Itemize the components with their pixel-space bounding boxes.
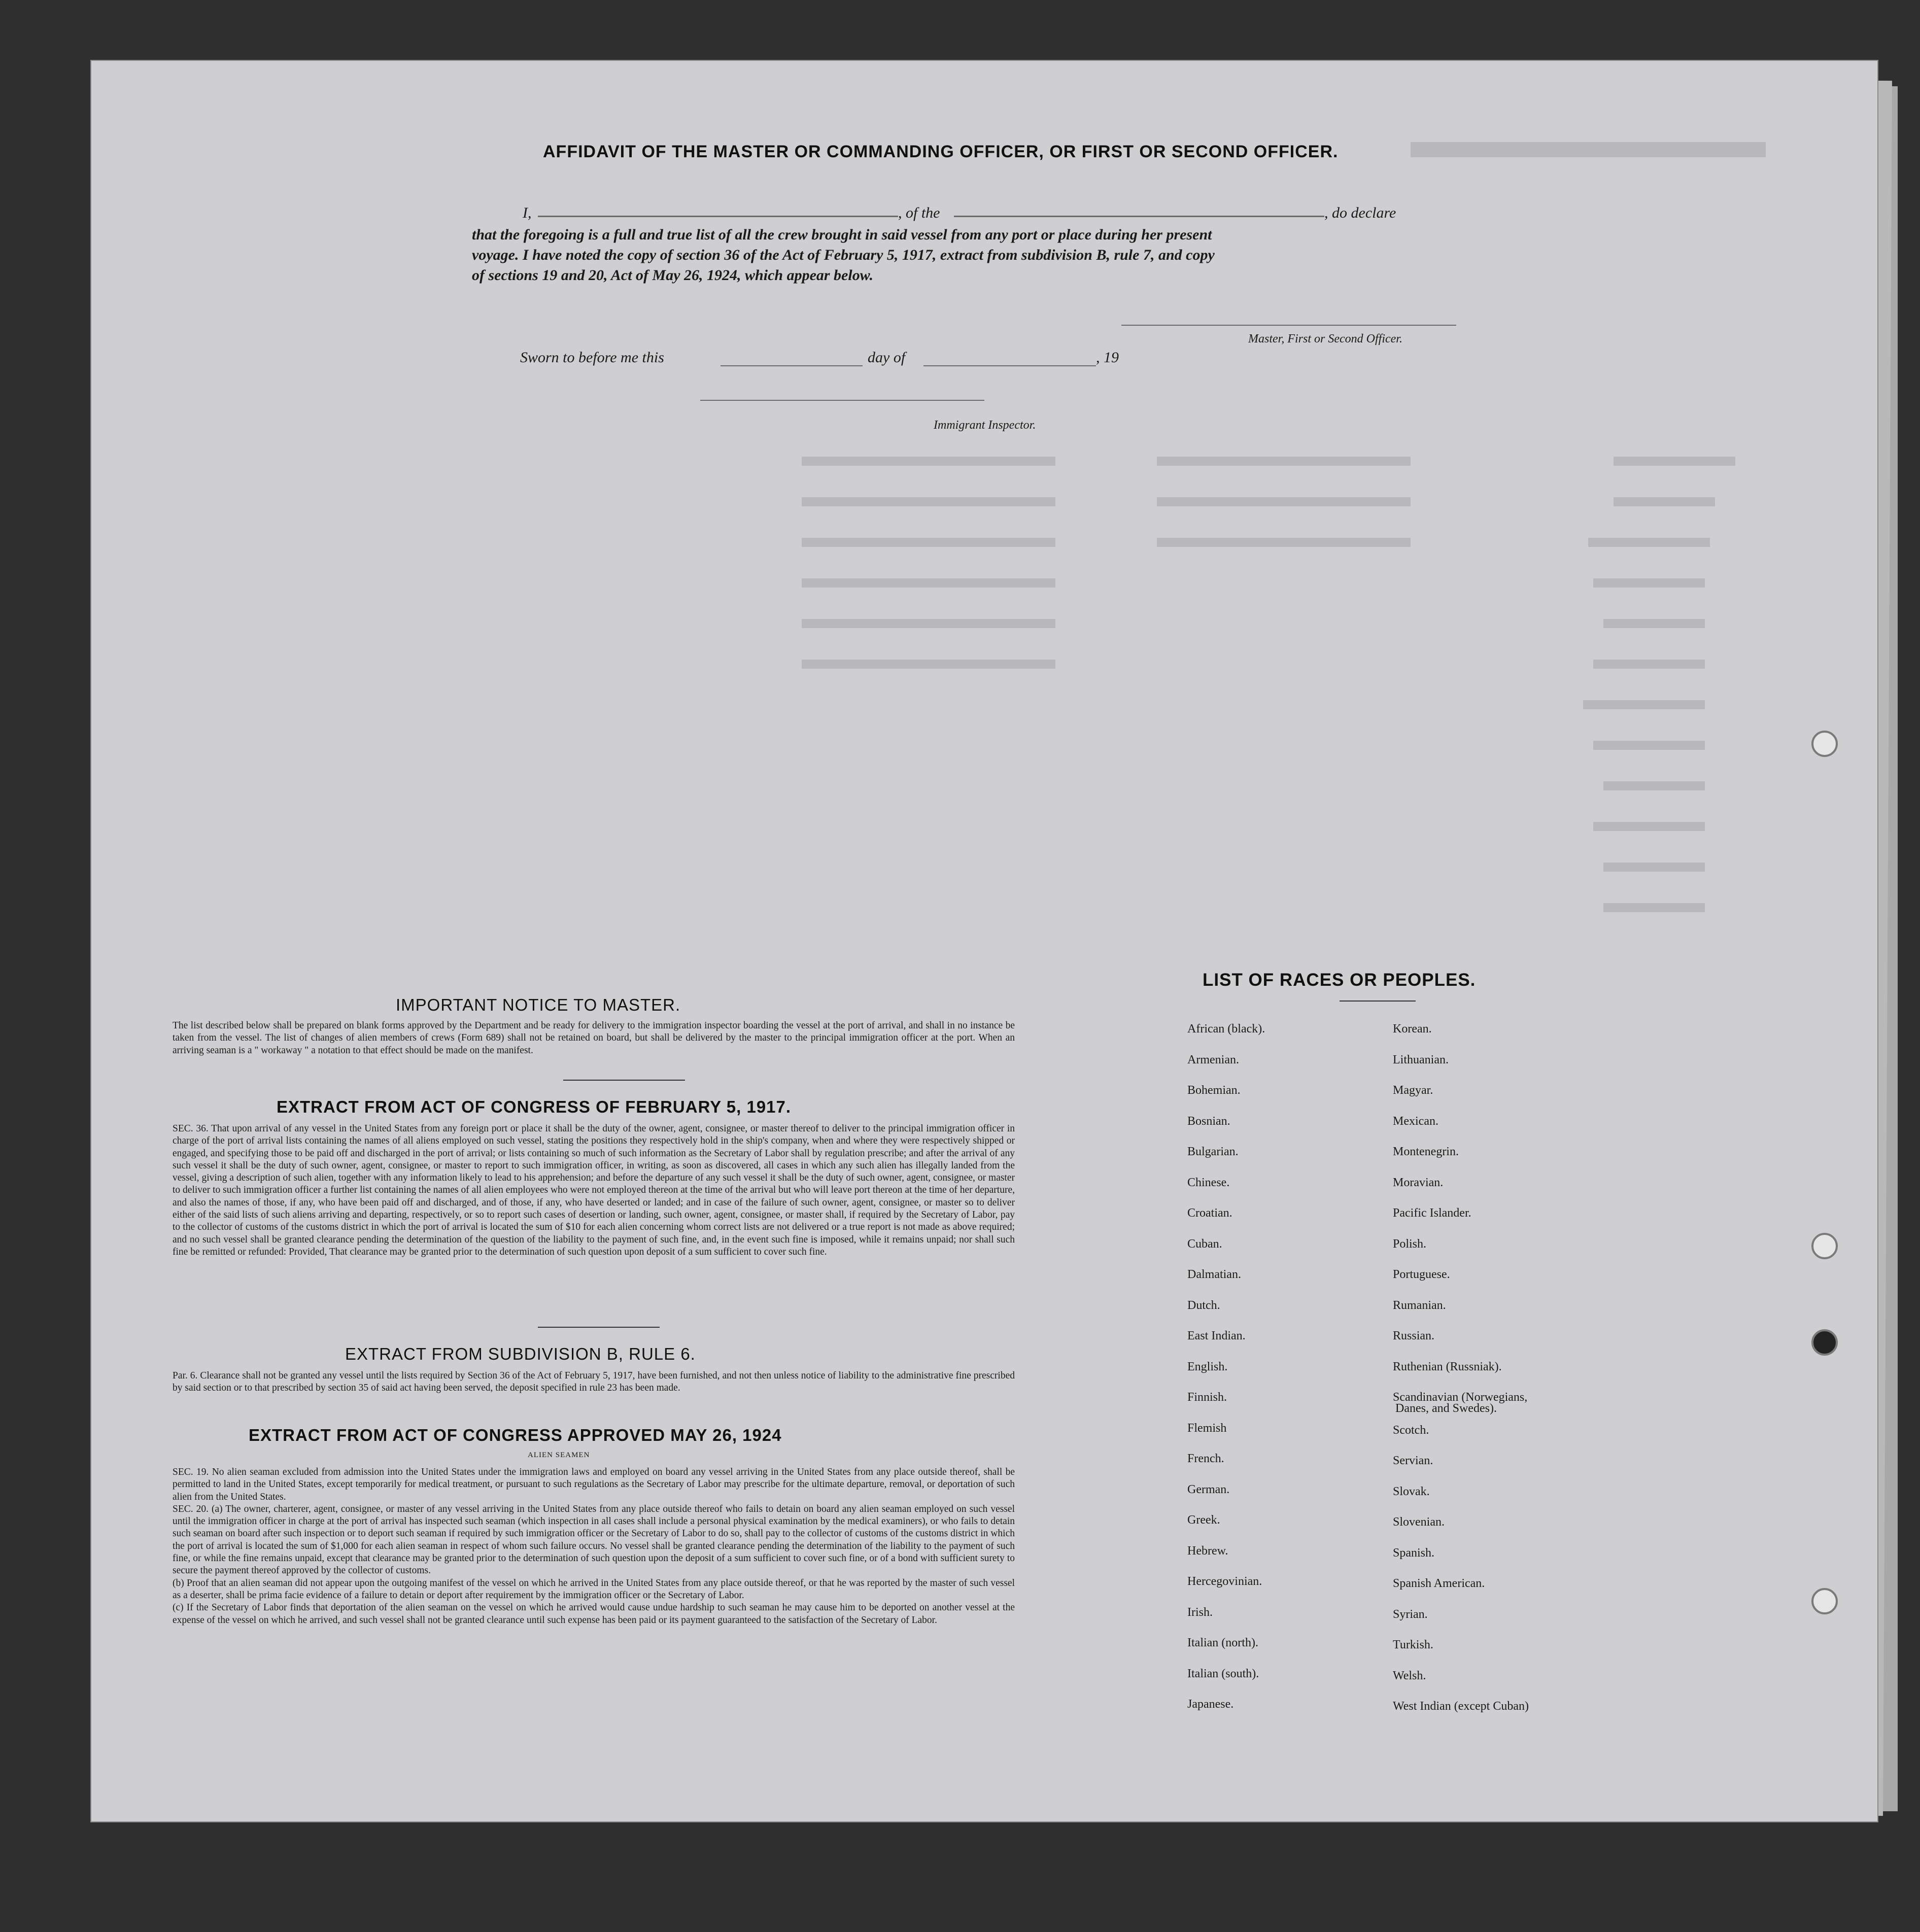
race-item: Montenegrin. (1393, 1145, 1459, 1158)
extract-1924-body (173, 1466, 1015, 1627)
do-declare-label: , do declare (1324, 204, 1396, 221)
notice-text: The list described below shall be prepared on blank forms approved by the Department and be ready for delivery to the immigration inspector boarding the vessel at the port of arrival, and shall in no instance be taken from the vessel. The list of changes of alien members of crews (Form 689) shall not be retained on board, but shall be delivered by the master to the principal immigration officer at the port. When an arriving seaman is a " workaway " a notation to that effect should be made on the manifest. (173, 1020, 1015, 1056)
race-item: Spanish American. (1393, 1577, 1485, 1590)
race-item: Portuguese. (1393, 1268, 1450, 1281)
sworn-day-line[interactable] (721, 365, 863, 366)
of-the-label: , of the (898, 204, 940, 221)
race-item: Korean. (1393, 1022, 1432, 1036)
sworn-label: Sworn to before me this (520, 349, 664, 366)
sworn-month-line[interactable] (923, 365, 1096, 366)
race-item: Magyar. (1393, 1084, 1433, 1097)
vessel-name-line[interactable] (954, 216, 1324, 217)
notice-divider (563, 1080, 685, 1081)
subdivision-b-title: EXTRACT FROM SUBDIVISION B, RULE 6. (345, 1344, 696, 1363)
declarant-name-line[interactable] (538, 216, 898, 217)
race-item: Servian. (1393, 1454, 1433, 1467)
race-item: Bosnian. (1187, 1114, 1230, 1128)
race-item: Finnish. (1187, 1391, 1227, 1404)
race-item: Dalmatian. (1187, 1268, 1241, 1281)
document-page (91, 61, 1877, 1821)
section-20c-text: (c) If the Secretary of Labor finds that deportation of the alien seaman on the vessel on which he arrived would cause undue hardship to such seaman he may cause him to be deported on another vessel at the expense of the vessel on which he arrived, and such vessel shall not be granted clearance until such expense has been paid or its payment guaranteed to the satisfaction of the Secretary of Labor. (173, 1602, 1015, 1626)
race-item: Japanese. (1187, 1698, 1234, 1711)
race-item: Cuban. (1187, 1237, 1222, 1251)
race-item: Croatian. (1187, 1206, 1232, 1220)
section-20b-text: (b) Proof that an alien seaman did not appear upon the outgoing manifest of the vessel on which he arrived in the United States from any place outside thereof, or that he was reported by the master of such vessel as a deserter, shall be prima facie evidence of a failure to detain or deport after requirement by the immigration officer or the Secretary of Labor. (173, 1577, 1015, 1601)
race-item: Armenian. (1187, 1053, 1239, 1066)
affidavit-body-line3: of sections 19 and 20, Act of May 26, 1924, which appear below. (472, 267, 874, 284)
extract-1917-title: EXTRACT FROM ACT OF CONGRESS OF FEBRUARY 5, 1917. (277, 1097, 792, 1116)
inspector-signature-line[interactable] (700, 400, 984, 401)
year-label: , 19 (1096, 349, 1119, 366)
race-item: Irish. (1187, 1605, 1213, 1619)
extract-1917-text: SEC. 36. That upon arrival of any vessel in the United States from any foreign port or place it shall be the duty of the owner, agent, consignee, or master thereof to deliver to the principal immigration officer in charge of the port of arrival lists containing the names of all aliens employed on such vessel, stating the positions they respectively hold in the ship's company, when and where they were respectively shipped or engaged, and specifying those to be paid off and discharged in the port of arrival; or lists containing so much of such information as the Secretary of Labor shall by regulation prescribe; and after the arrival of any such vessel it shall be the duty of such owner, agent, consignee, or master to report to such immigration officer, in writing, as soon as discovered, all cases in which any such alien has illegally landed from the vessel, giving a description of such alien, together with any information likely to lead to his apprehension; and before the departure of any such vessel it shall be the duty of such owner, agent, consignee, or master to deliver to such immigration officer a further list containing the names of all alien employees who were not employed thereon at the time of the arrival but who will leave port thereon at the time of her departure, and also the names of those, if any, who have been paid off and discharged, and of those, if any, who have deserted or landed; and in case of the failure of such owner, agent, consignee, or master so to deliver either of the said lists of such aliens arriving and departing, respectively, or so to report such cases of desertion or landing, such owner, agent, consignee, or master shall, if required by the Secretary of Labor, pay to the collector of customs of the customs district in which the port of arrival is located the sum of $10 for each alien concerning whom correct lists are not delivered or a true report is not made as above required; and no such vessel shall be granted clearance pending the determination of the question of the liability to the payment of such fine, and, in the event such fine is imposed, while it remains unpaid; nor shall such fine be remitted or refunded: Provided, That clearance may be granted prior to the determination of such question upon deposit of a sum sufficient to cover such fine. (173, 1123, 1015, 1257)
race-item: West Indian (except Cuban) (1393, 1700, 1529, 1713)
affidavit-body-line2: voyage. I have noted the copy of section 36 of the Act of February 5, 1917, extract from subdivision B, rule 7, and copy (472, 247, 1215, 263)
extract-1924-subtitle: ALIEN SEAMEN (528, 1451, 590, 1459)
race-item: Greek. (1187, 1513, 1220, 1527)
punch-hole (1811, 1329, 1838, 1356)
race-item: Scotch. (1393, 1423, 1429, 1437)
race-item: Syrian. (1393, 1607, 1428, 1621)
race-item: Bulgarian. (1187, 1145, 1239, 1158)
race-item: African (black). (1187, 1022, 1265, 1036)
race-item: Italian (north). (1187, 1636, 1258, 1649)
race-item: Russian. (1393, 1329, 1435, 1342)
race-item: Spanish. (1393, 1546, 1435, 1560)
races-title: LIST OF RACES OR PEOPLES. (1203, 970, 1476, 990)
race-item: Welsh. (1393, 1669, 1426, 1682)
race-item: Slovak. (1393, 1485, 1430, 1498)
race-item: Hebrew. (1187, 1544, 1228, 1558)
race-item: Dutch. (1187, 1298, 1220, 1312)
notice-title: IMPORTANT NOTICE TO MASTER. (396, 995, 681, 1014)
race-item: Pacific Islander. (1393, 1206, 1471, 1220)
affidavit-title: AFFIDAVIT OF THE MASTER OR COMMANDING OFFICER, OR FIRST OR SECOND OFFICER. (543, 142, 1339, 161)
race-item: East Indian. (1187, 1329, 1246, 1342)
inspector-caption: Immigrant Inspector. (934, 419, 1036, 432)
race-item: Ruthenian (Russniak). (1393, 1360, 1502, 1373)
extract-1917-divider (538, 1327, 660, 1328)
extract-1924-title: EXTRACT FROM ACT OF CONGRESS APPROVED MAY 26, 1924 (249, 1426, 782, 1444)
section-19-text: SEC. 19. No alien seaman excluded from admission into the United States under the immigration laws and employed on board any vessel arriving in the United States from any place outside thereof, shall be permitted to land in the United States, except temporarily for medical treatment, or pursuant to such regulations as the Secretary of Labor may prescribe for the ultimate departure, removal, or deportation of such alien from the United States. (173, 1467, 1015, 1502)
race-item: German. (1187, 1482, 1230, 1496)
race-item: Turkish. (1393, 1638, 1433, 1651)
master-caption: Master, First or Second Officer. (1248, 332, 1402, 346)
race-item: Italian (south). (1187, 1667, 1259, 1680)
race-item: Slovenian. (1393, 1515, 1445, 1529)
punch-hole (1811, 1588, 1838, 1614)
race-item: Polish. (1393, 1237, 1427, 1251)
section-20a-text: SEC. 20. (a) The owner, charterer, agent, consignee, or master of any vessel arriving in the United States from any place outside thereof who fails to detain on board any alien seaman employed on such vessel until the immigration officer in charge at the port of arrival has inspected such seaman (which inspection in all cases shall include a personal physical examination by the medical examiners), or who fails to detain such seaman on board after such inspection or to deport such seaman if required by such immigration officer or the Secretary of Labor to do so, shall pay to the collector of customs of the customs district in which the port of arrival is located the sum of $1,000 for each alien seaman in respect of whom such failure occurs. No vessel shall be granted clearance pending the determination of the liability to the payment of such fine, or while the fine remains unpaid, except that clearance may be granted prior to the determination of such question upon the deposit of a sum sufficient to cover such fine, or of a bond with sufficient surety to secure the payment thereof approved by the collector of customs. (173, 1503, 1015, 1576)
race-scandinavian-cont: Danes, and Swedes). (1395, 1402, 1497, 1415)
punch-hole (1811, 1233, 1838, 1259)
race-item: Moravian. (1393, 1176, 1444, 1189)
race-item: Mexican. (1393, 1114, 1438, 1128)
race-item: English. (1187, 1360, 1228, 1373)
affidavit-body (472, 225, 1537, 286)
race-item: Chinese. (1187, 1176, 1230, 1189)
race-item: Bohemian. (1187, 1084, 1241, 1097)
affidavit-body-line1: that the foregoing is a full and true list of all the crew brought in said vessel from any port or place during her present (472, 226, 1212, 243)
races-divider (1340, 1000, 1416, 1002)
master-signature-line[interactable] (1121, 325, 1456, 326)
day-of-label: day of (868, 349, 906, 366)
affidavit-i-label: I, (523, 204, 532, 221)
race-item: Lithuanian. (1393, 1053, 1449, 1066)
race-item: French. (1187, 1452, 1224, 1465)
punch-hole (1811, 731, 1838, 757)
subdivision-b-text: Par. 6. Clearance shall not be granted any vessel until the lists required by Section 36 of the Act of February 5, 1917, have been furnished, and not then unless notice of liability to the administrative fine prescribed by said section or to that prescribed by section 35 of said act having been served, the deposit specified in rule 23 has been made. (173, 1370, 1015, 1394)
race-item: Flemish (1187, 1421, 1227, 1435)
race-item: Hercegovinian. (1187, 1575, 1262, 1588)
race-item: Scandinavian (Norwegians, (1393, 1391, 1528, 1404)
race-item: Rumanian. (1393, 1298, 1446, 1312)
